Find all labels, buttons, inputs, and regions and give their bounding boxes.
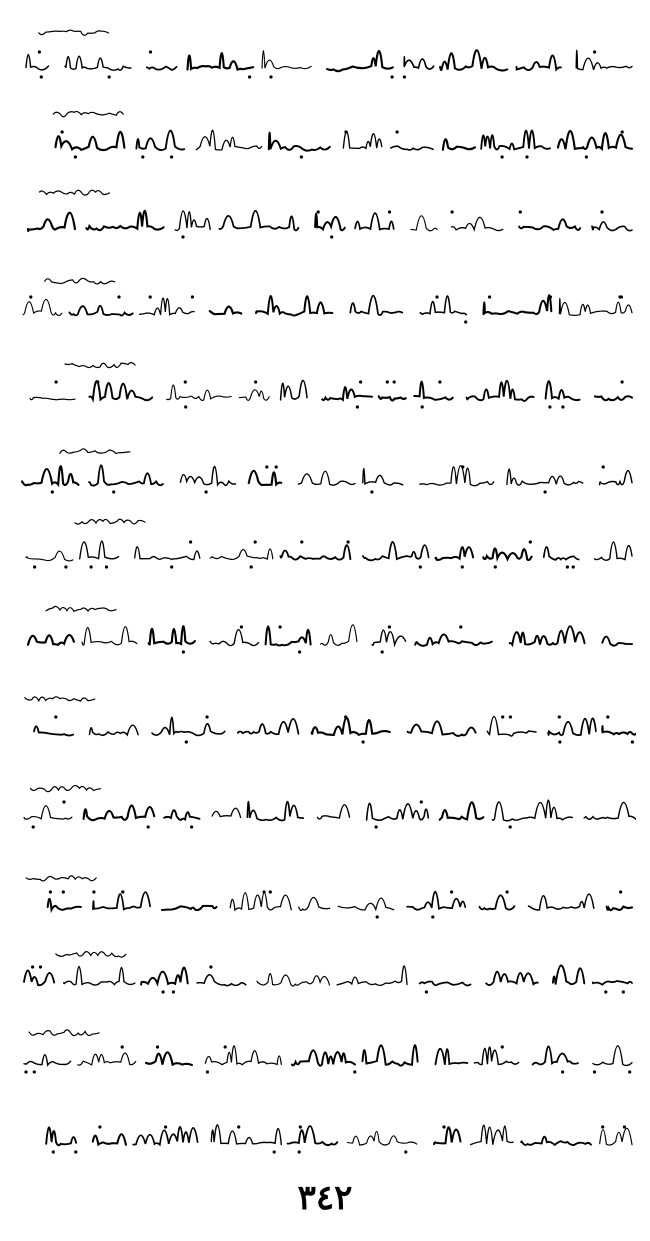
manuscript-text-block	[14, 18, 636, 1168]
manuscript-line	[14, 1013, 636, 1085]
manuscript-line	[14, 858, 636, 930]
page-number: ٣٤٢	[297, 1178, 353, 1218]
manuscript-line	[14, 98, 636, 170]
manuscript-line	[14, 508, 636, 580]
manuscript-line	[14, 593, 636, 665]
manuscript-line	[14, 1093, 636, 1165]
manuscript-line	[14, 433, 636, 505]
manuscript-line	[14, 263, 636, 335]
manuscript-line	[14, 178, 636, 250]
manuscript-line	[14, 933, 636, 1005]
manuscript-line	[14, 18, 636, 90]
manuscript-line	[14, 683, 636, 755]
manuscript-line	[14, 348, 636, 420]
manuscript-line	[14, 768, 636, 840]
